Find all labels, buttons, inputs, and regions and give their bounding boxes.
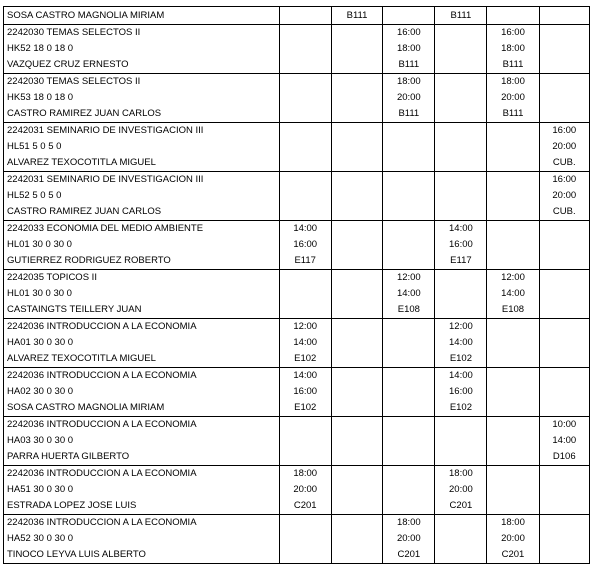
end-time: 18:00: [501, 43, 525, 54]
course-title: 2242035 TOPICOS II: [7, 272, 97, 283]
course-row: [4, 515, 590, 564]
end-time: 14:00: [293, 337, 318, 348]
room-label: B111: [450, 10, 472, 21]
room-label: D106: [552, 451, 576, 462]
course-info-cell: [4, 319, 280, 368]
day-cell: [539, 25, 589, 74]
day-cell: [487, 25, 539, 74]
professor-name: GUTIERREZ RODRIGUEZ ROBERTO: [7, 255, 171, 266]
professor-name: VAZQUEZ CRUZ ERNESTO: [7, 59, 129, 70]
day-cell: [383, 270, 435, 319]
professor-name: ESTRADA LOPEZ JOSE LUIS: [7, 500, 137, 511]
day-cell: [539, 417, 589, 466]
day-cell: [487, 466, 539, 515]
day-cell: [279, 123, 331, 172]
room-label: C201: [449, 500, 473, 511]
start-time: 18:00: [501, 76, 525, 87]
start-time: 18:00: [293, 468, 318, 479]
course-title: 2242036 INTRODUCCION A LA ECONOMIA: [7, 468, 197, 479]
start-time: 14:00: [293, 370, 318, 381]
day-cell: [435, 7, 487, 25]
course-row: [4, 7, 590, 25]
group-code: HA01 30 0 30 0: [7, 337, 74, 348]
day-cell: [487, 74, 539, 123]
course-row: [4, 74, 590, 123]
room-label: E102: [294, 353, 317, 364]
day-cell: [435, 466, 487, 515]
room-label: E102: [449, 353, 472, 364]
day-cell: [331, 123, 383, 172]
end-time: 14:00: [552, 435, 577, 446]
day-cell: [331, 368, 383, 417]
start-time: 18:00: [396, 517, 421, 528]
course-info-cell: [4, 466, 280, 515]
course-title: 2242031 SEMINARIO DE INVESTIGACION III: [7, 125, 204, 136]
group-code: HL01 30 0 30 0: [7, 239, 72, 250]
day-cell: [539, 270, 589, 319]
course-title: SOSA CASTRO MAGNOLIA MIRIAM: [7, 10, 165, 21]
day-cell: [539, 466, 589, 515]
day-cell: [487, 7, 539, 25]
room-label: CUB.: [552, 157, 576, 168]
day-cell: [279, 25, 331, 74]
professor-name: CASTRO RAMIREZ JUAN CARLOS: [7, 206, 162, 217]
day-cell: [383, 221, 435, 270]
group-code: HK53 18 0 18 0: [7, 92, 74, 103]
professor-name: CASTRO RAMIREZ JUAN CARLOS: [7, 108, 162, 119]
day-cell: [279, 74, 331, 123]
course-row: [4, 25, 590, 74]
professor-name: SOSA CASTRO MAGNOLIA MIRIAM: [7, 402, 165, 413]
day-cell: [487, 123, 539, 172]
room-label: C201: [293, 500, 317, 511]
day-cell: [435, 221, 487, 270]
start-time: 14:00: [449, 370, 473, 381]
start-time: 18:00: [449, 468, 473, 479]
start-time: 12:00: [449, 321, 473, 332]
day-cell: [383, 417, 435, 466]
end-time: 20:00: [501, 92, 525, 103]
course-info-cell: [4, 25, 280, 74]
end-time: 16:00: [293, 239, 318, 250]
room-label: B111: [398, 59, 420, 70]
start-time: 16:00: [552, 125, 577, 136]
day-cell: [383, 74, 435, 123]
day-cell: [435, 74, 487, 123]
day-cell: [539, 221, 589, 270]
day-cell: [331, 25, 383, 74]
day-cell: [487, 368, 539, 417]
day-cell: [279, 515, 331, 564]
day-cell: [435, 123, 487, 172]
day-cell: [539, 172, 589, 221]
course-info-cell: [4, 172, 280, 221]
day-cell: [539, 515, 589, 564]
day-cell: [487, 319, 539, 368]
course-title: 2242030 TEMAS SELECTOS II: [7, 76, 141, 87]
start-time: 16:00: [552, 174, 577, 185]
start-time: 14:00: [449, 223, 473, 234]
end-time: 20:00: [293, 484, 318, 495]
day-cell: [383, 123, 435, 172]
day-cell: [331, 172, 383, 221]
day-cell: [435, 172, 487, 221]
course-row: [4, 417, 590, 466]
group-code: HL51 5 0 5 0: [7, 141, 62, 152]
course-title: 2242031 SEMINARIO DE INVESTIGACION III: [7, 174, 204, 185]
group-code: HA02 30 0 30 0: [7, 386, 74, 397]
room-label: C201: [501, 549, 525, 560]
start-time: 12:00: [293, 321, 318, 332]
day-cell: [487, 515, 539, 564]
day-cell: [383, 7, 435, 25]
start-time: 16:00: [501, 27, 525, 38]
day-cell: [383, 515, 435, 564]
day-cell: [331, 466, 383, 515]
group-code: HL01 30 0 30 0: [7, 288, 72, 299]
day-cell: [331, 417, 383, 466]
group-code: HA03 30 0 30 0: [7, 435, 74, 446]
day-cell: [487, 417, 539, 466]
end-time: 18:00: [396, 43, 421, 54]
course-info-cell: [4, 74, 280, 123]
course-row: [4, 319, 590, 368]
end-time: 14:00: [449, 337, 473, 348]
schedule-body: [4, 7, 590, 564]
day-cell: [331, 74, 383, 123]
group-code: HA51 30 0 30 0: [7, 484, 74, 495]
end-time: 20:00: [552, 190, 577, 201]
day-cell: [435, 319, 487, 368]
day-cell: [435, 25, 487, 74]
day-cell: [539, 7, 589, 25]
day-cell: [383, 368, 435, 417]
end-time: 14:00: [396, 288, 421, 299]
professor-name: CASTAINGTS TEILLERY JUAN: [7, 304, 142, 315]
end-time: 16:00: [449, 386, 473, 397]
schedule-table: [3, 6, 590, 564]
day-cell: [331, 221, 383, 270]
course-info-cell: [4, 123, 280, 172]
end-time: 14:00: [501, 288, 525, 299]
course-title: 2242036 INTRODUCCION A LA ECONOMIA: [7, 419, 197, 430]
day-cell: [279, 319, 331, 368]
day-cell: [435, 417, 487, 466]
start-time: 14:00: [293, 223, 318, 234]
end-time: 20:00: [449, 484, 473, 495]
day-cell: [383, 172, 435, 221]
end-time: 20:00: [501, 533, 525, 544]
day-cell: [487, 270, 539, 319]
day-cell: [331, 7, 383, 25]
course-title: 2242036 INTRODUCCION A LA ECONOMIA: [7, 370, 197, 381]
day-cell: [383, 25, 435, 74]
professor-name: PARRA HUERTA GILBERTO: [7, 451, 130, 462]
day-cell: [435, 270, 487, 319]
course-row: [4, 368, 590, 417]
day-cell: [383, 319, 435, 368]
day-cell: [539, 74, 589, 123]
room-label: C201: [397, 549, 421, 560]
end-time: 16:00: [449, 239, 473, 250]
day-cell: [435, 368, 487, 417]
course-title: 2242030 TEMAS SELECTOS II: [7, 27, 141, 38]
start-time: 18:00: [396, 76, 421, 87]
start-time: 16:00: [396, 27, 421, 38]
room-label: E108: [397, 304, 420, 315]
course-row: [4, 466, 590, 515]
group-code: HK52 18 0 18 0: [7, 43, 74, 54]
course-row: [4, 123, 590, 172]
course-info-cell: [4, 417, 280, 466]
room-label: B111: [502, 108, 524, 119]
day-cell: [435, 515, 487, 564]
room-label: B111: [346, 10, 368, 21]
day-cell: [487, 221, 539, 270]
day-cell: [331, 319, 383, 368]
group-code: HA52 30 0 30 0: [7, 533, 74, 544]
end-time: 20:00: [396, 533, 421, 544]
day-cell: [539, 368, 589, 417]
room-label: B111: [502, 59, 524, 70]
start-time: 18:00: [501, 517, 525, 528]
day-cell: [383, 466, 435, 515]
day-cell: [279, 417, 331, 466]
day-cell: [487, 172, 539, 221]
room-label: CUB.: [552, 206, 576, 217]
day-cell: [279, 368, 331, 417]
course-title: 2242033 ECONOMIA DEL MEDIO AMBIENTE: [7, 223, 204, 234]
day-cell: [539, 319, 589, 368]
room-label: E117: [294, 255, 316, 266]
group-code: HL52 5 0 5 0: [7, 190, 62, 201]
day-cell: [539, 123, 589, 172]
course-title: 2242036 INTRODUCCION A LA ECONOMIA: [7, 517, 197, 528]
start-time: 12:00: [501, 272, 525, 283]
start-time: 12:00: [396, 272, 421, 283]
end-time: 20:00: [552, 141, 577, 152]
room-label: E117: [450, 255, 472, 266]
end-time: 20:00: [396, 92, 421, 103]
course-row: [4, 270, 590, 319]
room-label: E108: [501, 304, 525, 315]
day-cell: [279, 7, 331, 25]
course-title: 2242036 INTRODUCCION A LA ECONOMIA: [7, 321, 197, 332]
professor-name: TINOCO LEYVA LUIS ALBERTO: [7, 549, 146, 560]
course-row: [4, 221, 590, 270]
professor-name: ALVAREZ TEXOCOTITLA MIGUEL: [7, 157, 156, 168]
day-cell: [331, 270, 383, 319]
course-info-cell: [4, 515, 280, 564]
room-label: B111: [398, 108, 420, 119]
course-info-cell: [4, 7, 280, 25]
room-label: E102: [294, 402, 317, 413]
room-label: E102: [449, 402, 472, 413]
end-time: 16:00: [293, 386, 318, 397]
course-info-cell: [4, 368, 280, 417]
course-row: [4, 172, 590, 221]
day-cell: [279, 466, 331, 515]
day-cell: [331, 515, 383, 564]
start-time: 10:00: [552, 419, 577, 430]
day-cell: [279, 270, 331, 319]
day-cell: [279, 172, 331, 221]
day-cell: [279, 221, 331, 270]
course-info-cell: [4, 221, 280, 270]
professor-name: ALVAREZ TEXOCOTITLA MIGUEL: [7, 353, 156, 364]
course-info-cell: [4, 270, 280, 319]
